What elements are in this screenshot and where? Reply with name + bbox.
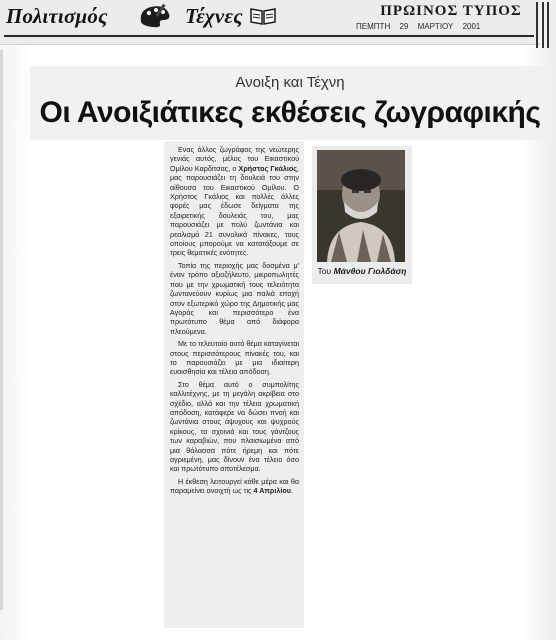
article-paragraph [170, 477, 299, 496]
paint-palette-icon [137, 2, 173, 28]
newspaper-name: ΠΡΩΙΝΟΣ ΤΥΠΟΣ [380, 3, 522, 19]
date-day: 29 [399, 22, 409, 31]
paragraph-text: , μας παρουσιάζει τη δουλειά του στην αίθουσα του Εικαστικού Ομίλου. Ο Χρήστος Γκάλιος και πολλές άλλες φορές μας έδωσε δείγματα της εξαιρετικής δουλειάς του, μας παρουσιάζει με πολύ ζωντάνια και ρεαλισμό 21 συνολικά πίνακες, τους οποίους μπορούμε να κατατάξουμε σε τρεις θεματικές ενότητες. [170, 163, 299, 258]
header-rule [4, 35, 534, 37]
paragraph-emphasis: 4 Απριλίου [253, 486, 291, 496]
page-edge-shadow [0, 50, 3, 610]
dateline [356, 22, 526, 31]
article-paragraph [170, 145, 299, 258]
section-name-arts: Τέχνες [185, 4, 243, 28]
article-kicker: Ανοιξη και Τέχνη [235, 74, 345, 91]
article-paragraph [170, 380, 299, 474]
caption-author: Μάνθου Γιολδάση [333, 266, 407, 276]
author-photo-box [312, 146, 412, 284]
article-paragraph [170, 339, 299, 377]
paragraph-emphasis: Χρήστος Γκάλιος [238, 163, 297, 173]
paragraph-text: . [290, 486, 293, 496]
article-headline: Οι Ανοιξιάτικες εκθέσεις ζωγραφικής [39, 96, 541, 129]
author-photo [317, 150, 405, 262]
paragraph-text: Με το τελευταίο αυτό θέμα καταγίνεται στους περισσότερους πίνακές του, και το παρουσιάζει με μια ιδιαίτερη ευαισθησία και τέλεια απόδοση. [170, 339, 299, 377]
section-name-culture: Πολιτισμός [6, 4, 108, 28]
article-paragraph [170, 261, 299, 336]
article-body [170, 145, 299, 499]
open-book-icon [250, 6, 276, 26]
paragraph-text: Η έκθεση λειτουργεί κάθε μέρα και θα παραμείνει ανοιχτή ως τις [170, 476, 299, 496]
paragraph-text: Ενας άλλος ζωγράφος της νεώτερης γενιάς αυτός, μέλος του Εικαστικού Ομίλου Καρδίτσας, ο [170, 145, 299, 173]
portrait-illustration [317, 150, 405, 262]
photo-caption [312, 266, 412, 276]
caption-prefix: Του [317, 266, 332, 276]
date-year: 2001 [462, 22, 481, 31]
date-weekday: ΠΕΜΠΤΗ [356, 22, 391, 31]
page-binding-marks [534, 2, 550, 48]
paragraph-text: Τοπία της περιοχής μας δοσμένα μ' έναν τρόπο αξιοζήλευτο, μικροπωλητές που με την χρωματική τους τελειότητα ζωντανεύουν κυρίως μια παλιά εποχή στον εξωτερικό χώρο της Δημοτικής μας Αγοράς και περισσότερο ένα πρωτότυπο θέμα από διάφορα πλεούμενα. [170, 260, 299, 336]
paragraph-text: Στο θέμα αυτό ο συμπολίτης καλλιτέχνης, με τη μεγάλη ακρίβεια στο σχέδιο, αλλά και την τέλεια χρωματική απόδοση, κατάφερε να δώσει πνοή και ζωντάνια στους άψυχους και ψυχρούς κρίκους, τα σχοινιά και τους γάντζους των καραβιών, που πλαισιωμένα από μια θάλασσα πότε ήρεμη και πότε αγριεμένη, μας δίνουν ένα τέλειο όσο και πρωτότυπο αποτέλεσμα. [170, 379, 299, 474]
date-month: ΜΑΡΤΙΟΥ [417, 22, 454, 31]
